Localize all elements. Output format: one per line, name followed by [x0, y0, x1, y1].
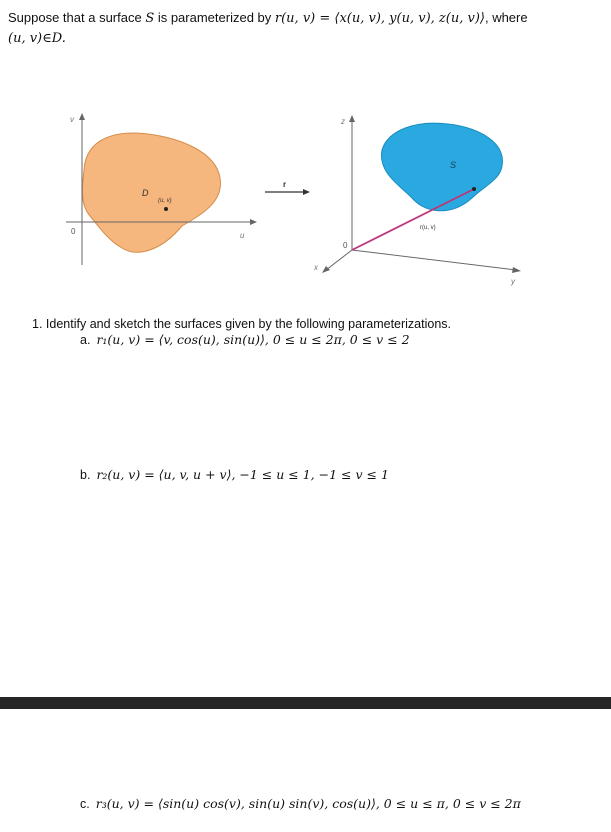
right-axis-x-label: x: [314, 263, 318, 272]
figure-svg: [52, 110, 542, 290]
map-arrow-head: [303, 189, 310, 195]
left-axis-v-label: v: [70, 115, 74, 124]
point-label: (u, v): [158, 198, 172, 204]
part-b-formula: r₂(u, v) = ⟨u, v, u + v⟩, −1 ≤ u ≤ 1, −1 ≤ v ≤ 1: [96, 467, 389, 482]
left-u-axis-arrow: [250, 219, 257, 225]
z-axis-arrow: [349, 115, 355, 122]
parameterization-formula: r(u, v) = ⟨x(u, v), y(u, v), z(u, v)⟩: [274, 11, 485, 26]
right-axis-z-label: z: [341, 117, 345, 126]
vector-label: r(u, v): [420, 225, 436, 231]
x-axis-arrow: [322, 266, 330, 273]
intro-text-prefix: Suppose that a surface: [8, 10, 146, 25]
problem-text: Identify and sketch the surfaces given by the following parameterizations.: [45, 317, 452, 331]
domain-region: [82, 133, 220, 252]
x-axis: [326, 250, 352, 270]
left-v-axis-arrow: [79, 113, 85, 120]
surface-label: S: [450, 160, 457, 170]
y-axis: [352, 250, 516, 270]
parameterization-figure: [52, 110, 542, 290]
problem-1-statement: [32, 316, 451, 332]
intro-text-middle: is parameterized by: [154, 10, 275, 25]
part-b: [80, 467, 389, 483]
y-axis-arrow: [512, 267, 521, 273]
map-label: r: [283, 180, 287, 189]
domain-statement: (u, v)∈D.: [8, 31, 66, 46]
intro-paragraph: [8, 8, 598, 48]
part-a: [80, 332, 410, 348]
page-separator-bar: [0, 697, 611, 709]
region-label: D: [142, 188, 149, 198]
surface-symbol: S: [145, 11, 155, 26]
left-axis-u-label: u: [240, 231, 245, 240]
part-b-label: b.: [80, 468, 91, 482]
part-a-formula: r₁(u, v) = ⟨v, cos(u), sin(u)⟩, 0 ≤ u ≤ 2π, 0 ≤ v ≤ 2: [96, 332, 410, 347]
part-c: [80, 796, 521, 812]
part-c-label: c.: [80, 797, 90, 811]
right-axis-y-label: y: [511, 277, 515, 286]
intro-text-suffix: , where: [484, 10, 528, 25]
right-origin-label: 0: [343, 241, 348, 250]
surface-point: [472, 187, 476, 191]
domain-point: [164, 207, 168, 211]
part-c-formula: r₃(u, v) = ⟨sin(u) cos(v), sin(u) sin(v), cos(u)⟩, 0 ≤ u ≤ π, 0 ≤ v ≤ 2π: [95, 796, 521, 811]
problem-number: 1.: [32, 317, 43, 331]
surface-blob: [381, 123, 502, 211]
part-a-label: a.: [80, 333, 91, 347]
left-origin-label: 0: [71, 227, 76, 236]
